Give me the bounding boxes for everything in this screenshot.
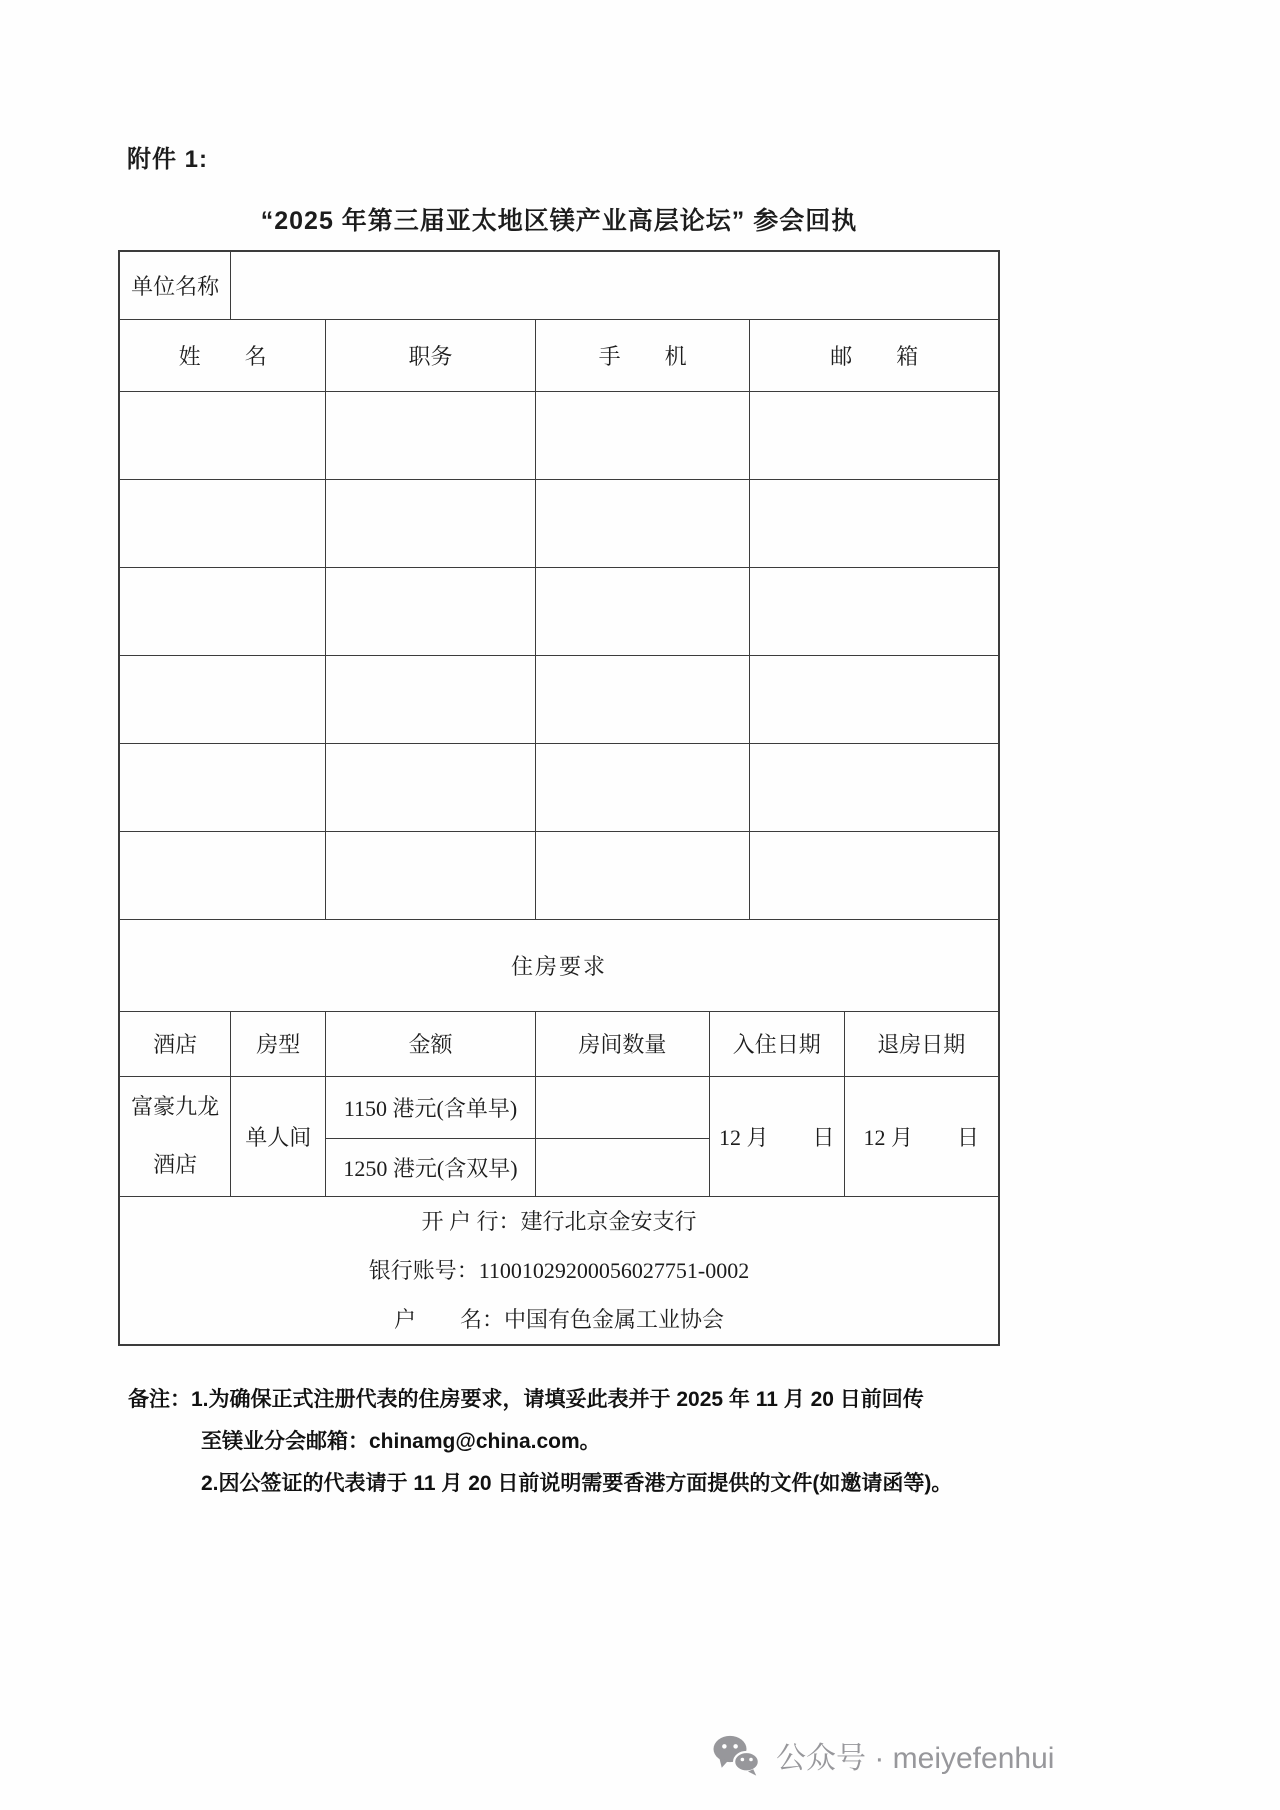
housing-header-hotel: 酒店 (119, 1011, 231, 1076)
notes-block (128, 1379, 1028, 1505)
check-out-cell: 12 月 日 (844, 1076, 999, 1196)
housing-header-row (119, 1011, 999, 1076)
document-title: “2025 年第三届亚太地区镁产业高层论坛” 参会回执 (260, 207, 858, 235)
bank-branch-line: 开 户 行：建行北京金安支行 (421, 1208, 697, 1234)
bank-info-row (119, 1196, 999, 1345)
attendee-empty-row (119, 655, 999, 743)
housing-header-check-out: 退房日期 (844, 1011, 999, 1076)
housing-header-room-type: 房型 (231, 1011, 326, 1076)
unit-name-label: 单位名称 (119, 251, 231, 319)
watermark (712, 1733, 1054, 1777)
attendee-header-email: 邮 箱 (750, 319, 999, 391)
price-option-1-cell: 1150 港元(含单早) (326, 1076, 535, 1138)
attendee-header-position: 职务 (326, 319, 535, 391)
housing-section-title: 住房要求 (119, 919, 999, 1011)
watermark-text: 公众号 · meiyefenhui (776, 1742, 1055, 1775)
bank-info-cell (119, 1196, 999, 1345)
attendee-header-row (119, 319, 999, 391)
hotel-name-line2: 酒店 (153, 1152, 198, 1177)
attendee-header-name: 姓 名 (119, 319, 326, 391)
attendee-empty-row (119, 831, 999, 919)
hotel-name-cell (119, 1076, 231, 1196)
attachment-label: 附件 1: (127, 146, 209, 173)
attendee-empty-row (119, 391, 999, 479)
housing-header-room-qty: 房间数量 (535, 1011, 709, 1076)
bank-holder-line: 户 名：中国有色金属工业协会 (393, 1306, 724, 1332)
attendee-header-mobile: 手 机 (535, 319, 750, 391)
room-qty-1-cell (535, 1076, 709, 1138)
note-line-3: 2.因公签证的代表请于 11 月 20 日前说明需要香港方面提供的文件(如邀请函等)。 (201, 1472, 953, 1495)
hotel-name-line1: 富豪九龙 (131, 1094, 220, 1119)
unit-name-value-cell (231, 251, 999, 319)
housing-header-amount: 金额 (326, 1011, 535, 1076)
note-line-1: 备注：1.为确保正式注册代表的住房要求，请填妥此表并于 2025 年 11 月 20 日前回传 (128, 1388, 924, 1411)
bank-account-line: 银行账号：11001029200056027751-0002 (368, 1257, 750, 1283)
note-line-2: 至镁业分会邮箱：chinamg@china.com。 (201, 1430, 601, 1453)
wechat-icon (712, 1733, 760, 1777)
registration-table (118, 250, 1000, 1346)
housing-header-check-in: 入住日期 (709, 1011, 844, 1076)
room-qty-2-cell (535, 1138, 709, 1196)
housing-section-row (119, 919, 999, 1011)
unit-name-row (119, 251, 999, 319)
check-in-cell: 12 月 日 (709, 1076, 844, 1196)
room-type-cell: 单人间 (231, 1076, 326, 1196)
attendee-empty-row (119, 743, 999, 831)
hotel-row-1 (119, 1076, 999, 1138)
price-option-2-cell: 1250 港元(含双早) (326, 1138, 535, 1196)
attendee-empty-row (119, 567, 999, 655)
attendee-empty-row (119, 479, 999, 567)
